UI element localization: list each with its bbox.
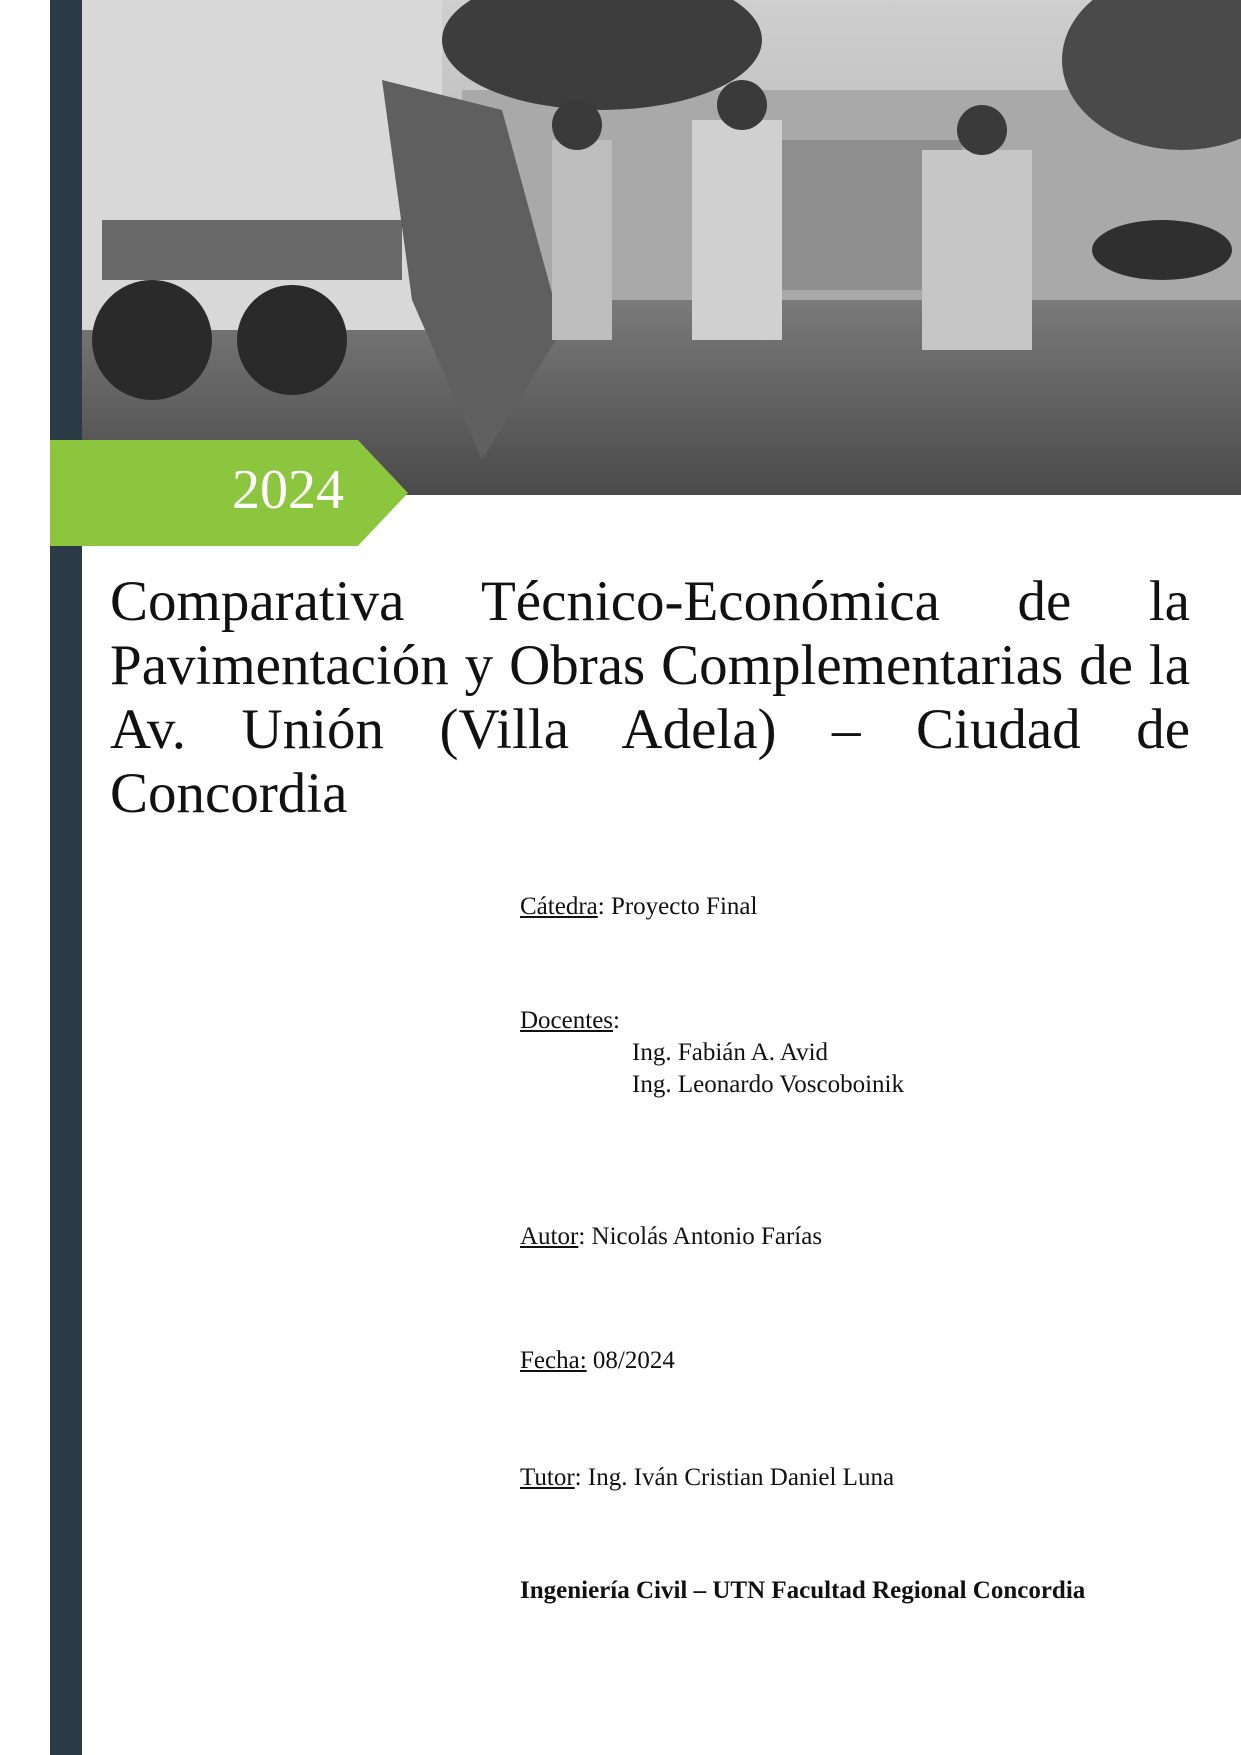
institution-label: Ingeniería Civil – UTN Facultad Regional Concordia — [520, 1577, 1086, 1604]
autor-line: Autor: Nicolás Antonio Farías — [520, 1223, 823, 1250]
cover-photo — [82, 0, 1241, 495]
docente-item: Ing. Leonardo Voscoboinik — [632, 1071, 904, 1098]
catedra-line: Cátedra: Proyecto Final — [520, 893, 758, 920]
catedra-label: Cátedra — [520, 893, 598, 920]
tutor-line: Tutor: Ing. Iván Cristian Daniel Luna — [520, 1464, 895, 1491]
catedra-value: Proyecto Final — [610, 893, 758, 920]
autor-value: Nicolás Antonio Farías — [591, 1223, 823, 1250]
year-banner — [50, 440, 408, 546]
tutor-value: Ing. Iván Cristian Daniel Luna — [587, 1464, 895, 1491]
docente-item: Ing. Fabián A. Avid — [632, 1039, 829, 1066]
tutor-label: Tutor — [520, 1464, 575, 1491]
construction-photo-image — [82, 0, 1241, 495]
fecha-value: 08/2024 — [592, 1347, 675, 1374]
autor-label: Autor — [520, 1223, 579, 1250]
document-title: Comparativa Técnico-Económica de la Pavimentación y Obras Complementarias de la Av. Unión (Villa Adela) – Ciudad de Concordia — [110, 570, 1190, 825]
year-label: 2024 — [232, 459, 344, 521]
fecha-label: Fecha: — [520, 1347, 587, 1374]
docentes-line: Docentes: — [520, 1007, 620, 1034]
sidebar-bar — [50, 0, 82, 1755]
fecha-line — [520, 1345, 675, 1377]
docentes-label: Docentes — [520, 1007, 614, 1034]
